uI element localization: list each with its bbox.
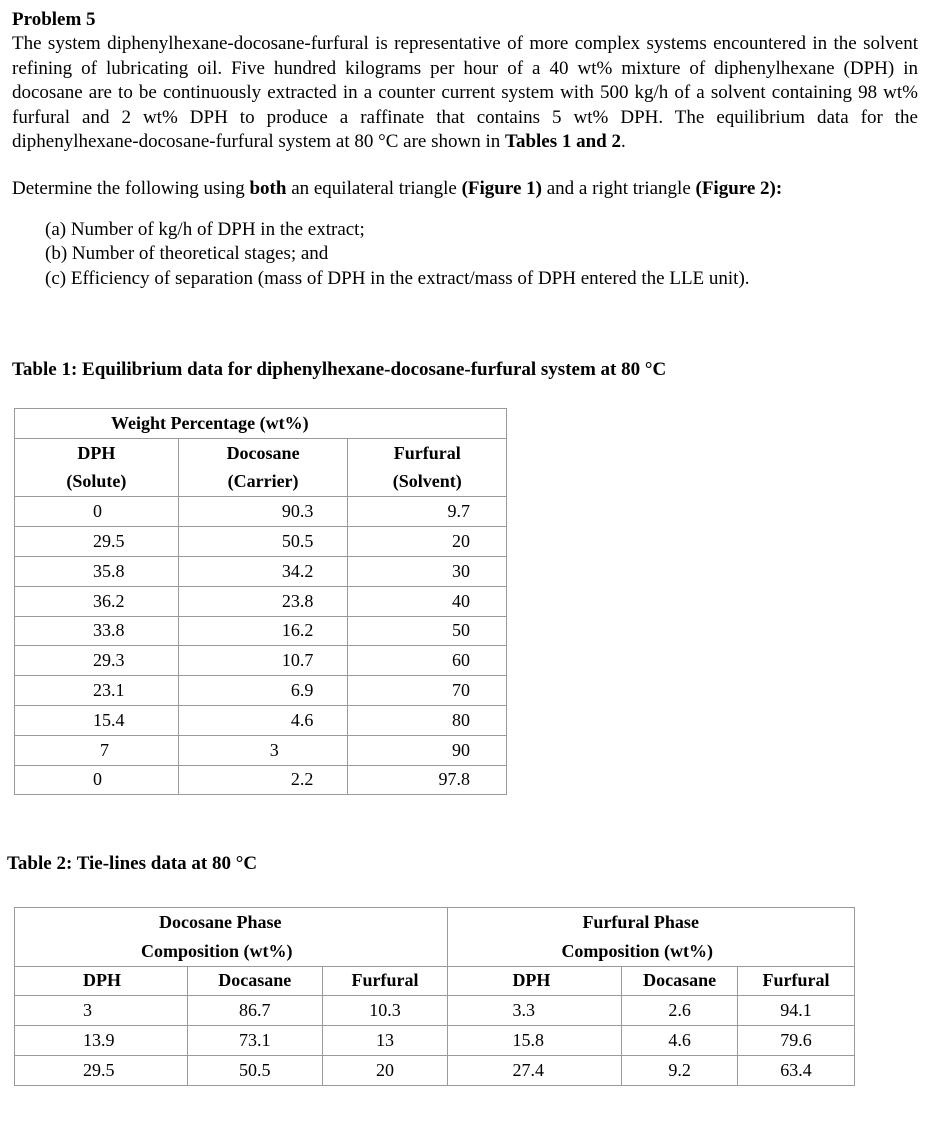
column-subheader-solute: (Solute) bbox=[15, 468, 179, 497]
cell: 23.1 bbox=[15, 676, 179, 706]
weight-percentage-header: Weight Percentage (wt%) bbox=[15, 409, 348, 439]
cell: 7 bbox=[15, 735, 179, 765]
question-list bbox=[12, 218, 918, 292]
cell: 23.8 bbox=[178, 586, 348, 616]
table-header-row bbox=[15, 468, 507, 497]
cell: 4.6 bbox=[178, 705, 348, 735]
instruction-both: both bbox=[249, 177, 287, 199]
cell: 6.9 bbox=[178, 676, 348, 706]
table-row bbox=[15, 1026, 855, 1056]
furfural-phase-composition: Composition (wt%) bbox=[448, 937, 855, 966]
cell: 15.8 bbox=[448, 1026, 622, 1056]
table-row bbox=[15, 1055, 855, 1085]
cell: 9.2 bbox=[622, 1055, 738, 1085]
cell: 86.7 bbox=[187, 996, 322, 1026]
instruction-figure1: (Figure 1) bbox=[461, 177, 542, 199]
cell: 13.9 bbox=[15, 1026, 188, 1056]
table-header-row bbox=[15, 438, 507, 467]
column-subheader-carrier: (Carrier) bbox=[178, 468, 348, 497]
instruction-figure2: (Figure 2): bbox=[695, 177, 783, 199]
table-header-row bbox=[15, 908, 855, 937]
table2-caption: Table 2: Tie-lines data at 80 °C bbox=[7, 853, 258, 874]
description-text: The system diphenylhexane-docosane-furfural is representative of more complex systems encountered in the solvent refining of lubricating oil. Five hundred kilograms per hour of a 40 wt% mixture of diphenylhexane (DPH) in docosane are to be continuously extracted in a counter current system with 500 kg/h of a solvent containing 98 wt% furfural and 2 wt% DPH to produce a raffinate that contains 5 wt% DPH. The equilibrium data for the diphenylhexane-docosane-furfural system at 80 °C are shown in bbox=[12, 33, 918, 152]
instruction-mid1: an equilateral triangle bbox=[286, 177, 462, 199]
table-row bbox=[15, 735, 507, 765]
problem-statement bbox=[12, 8, 918, 291]
cell: 94.1 bbox=[738, 996, 855, 1026]
column-header-dph: DPH bbox=[15, 966, 188, 996]
column-subheader-solvent: (Solvent) bbox=[348, 468, 507, 497]
cell: 15.4 bbox=[15, 705, 179, 735]
equilibrium-table bbox=[14, 408, 507, 795]
cell: 29.5 bbox=[15, 1055, 188, 1085]
problem-description bbox=[12, 32, 918, 155]
description-tables-ref: Tables 1 and 2 bbox=[505, 131, 622, 152]
cell: 10.7 bbox=[178, 646, 348, 676]
column-header-furfural: Furfural bbox=[348, 438, 507, 467]
cell: 20 bbox=[348, 527, 507, 557]
table-row bbox=[15, 527, 507, 557]
cell: 50 bbox=[348, 616, 507, 646]
problem-title: Problem 5 bbox=[12, 9, 96, 30]
column-header-docosane: Docosane bbox=[178, 438, 348, 467]
table-row bbox=[15, 497, 507, 527]
table-row bbox=[15, 556, 507, 586]
table-row bbox=[15, 705, 507, 735]
table-row bbox=[15, 765, 507, 795]
cell: 2.6 bbox=[622, 996, 738, 1026]
cell: 0 bbox=[15, 765, 179, 795]
cell: 33.8 bbox=[15, 616, 179, 646]
table-row bbox=[15, 586, 507, 616]
table-row bbox=[15, 676, 507, 706]
table-row bbox=[15, 996, 855, 1026]
cell: 13 bbox=[322, 1026, 448, 1056]
cell: 36.2 bbox=[15, 586, 179, 616]
cell: 79.6 bbox=[738, 1026, 855, 1056]
column-header-dph: DPH bbox=[15, 438, 179, 467]
docosane-phase-composition: Composition (wt%) bbox=[15, 937, 448, 966]
table-header-row bbox=[15, 937, 855, 966]
instruction-pre: Determine the following using bbox=[12, 177, 250, 199]
table-row bbox=[15, 616, 507, 646]
cell: 27.4 bbox=[448, 1055, 622, 1085]
cell: 29.3 bbox=[15, 646, 179, 676]
cell: 50.5 bbox=[178, 527, 348, 557]
furfural-phase-header: Furfural Phase bbox=[448, 908, 855, 937]
table-row bbox=[15, 646, 507, 676]
column-header-docasane: Docasane bbox=[187, 966, 322, 996]
cell: 16.2 bbox=[178, 616, 348, 646]
column-header-furfural: Furfural bbox=[738, 966, 855, 996]
cell: 80 bbox=[348, 705, 507, 735]
column-header-docasane: Docasane bbox=[622, 966, 738, 996]
cell: 63.4 bbox=[738, 1055, 855, 1085]
cell: 29.5 bbox=[15, 527, 179, 557]
table-header-row bbox=[15, 409, 507, 439]
instruction-mid2: and a right triangle bbox=[541, 177, 696, 199]
cell: 40 bbox=[348, 586, 507, 616]
cell: 20 bbox=[322, 1055, 448, 1085]
cell: 3.3 bbox=[448, 996, 622, 1026]
table-header-row bbox=[15, 966, 855, 996]
cell: 90 bbox=[348, 735, 507, 765]
cell: 9.7 bbox=[348, 497, 507, 527]
description-end: . bbox=[621, 131, 626, 152]
cell: 0 bbox=[15, 497, 179, 527]
instruction bbox=[12, 177, 918, 201]
cell: 60 bbox=[348, 646, 507, 676]
tie-lines-table bbox=[14, 907, 855, 1086]
docosane-phase-header: Docosane Phase bbox=[15, 908, 448, 937]
cell: 90.3 bbox=[178, 497, 348, 527]
cell: 10.3 bbox=[322, 996, 448, 1026]
cell: 50.5 bbox=[187, 1055, 322, 1085]
cell: 70 bbox=[348, 676, 507, 706]
cell: 3 bbox=[178, 735, 348, 765]
cell: 73.1 bbox=[187, 1026, 322, 1056]
table1-caption: Table 1: Equilibrium data for diphenylhexane-docosane-furfural system at 80 °C bbox=[12, 359, 667, 380]
question-item: (a) Number of kg/h of DPH in the extract; bbox=[45, 218, 365, 240]
column-header-furfural: Furfural bbox=[322, 966, 448, 996]
cell: 30 bbox=[348, 556, 507, 586]
cell: 35.8 bbox=[15, 556, 179, 586]
cell: 3 bbox=[15, 996, 188, 1026]
cell: 2.2 bbox=[178, 765, 348, 795]
cell: 97.8 bbox=[348, 765, 507, 795]
column-header-dph: DPH bbox=[448, 966, 622, 996]
cell: 4.6 bbox=[622, 1026, 738, 1056]
question-item: (b) Number of theoretical stages; and bbox=[45, 243, 329, 264]
cell: 34.2 bbox=[178, 556, 348, 586]
question-item: (c) Efficiency of separation (mass of DPH in the extract/mass of DPH entered the LLE unit). bbox=[45, 267, 750, 289]
